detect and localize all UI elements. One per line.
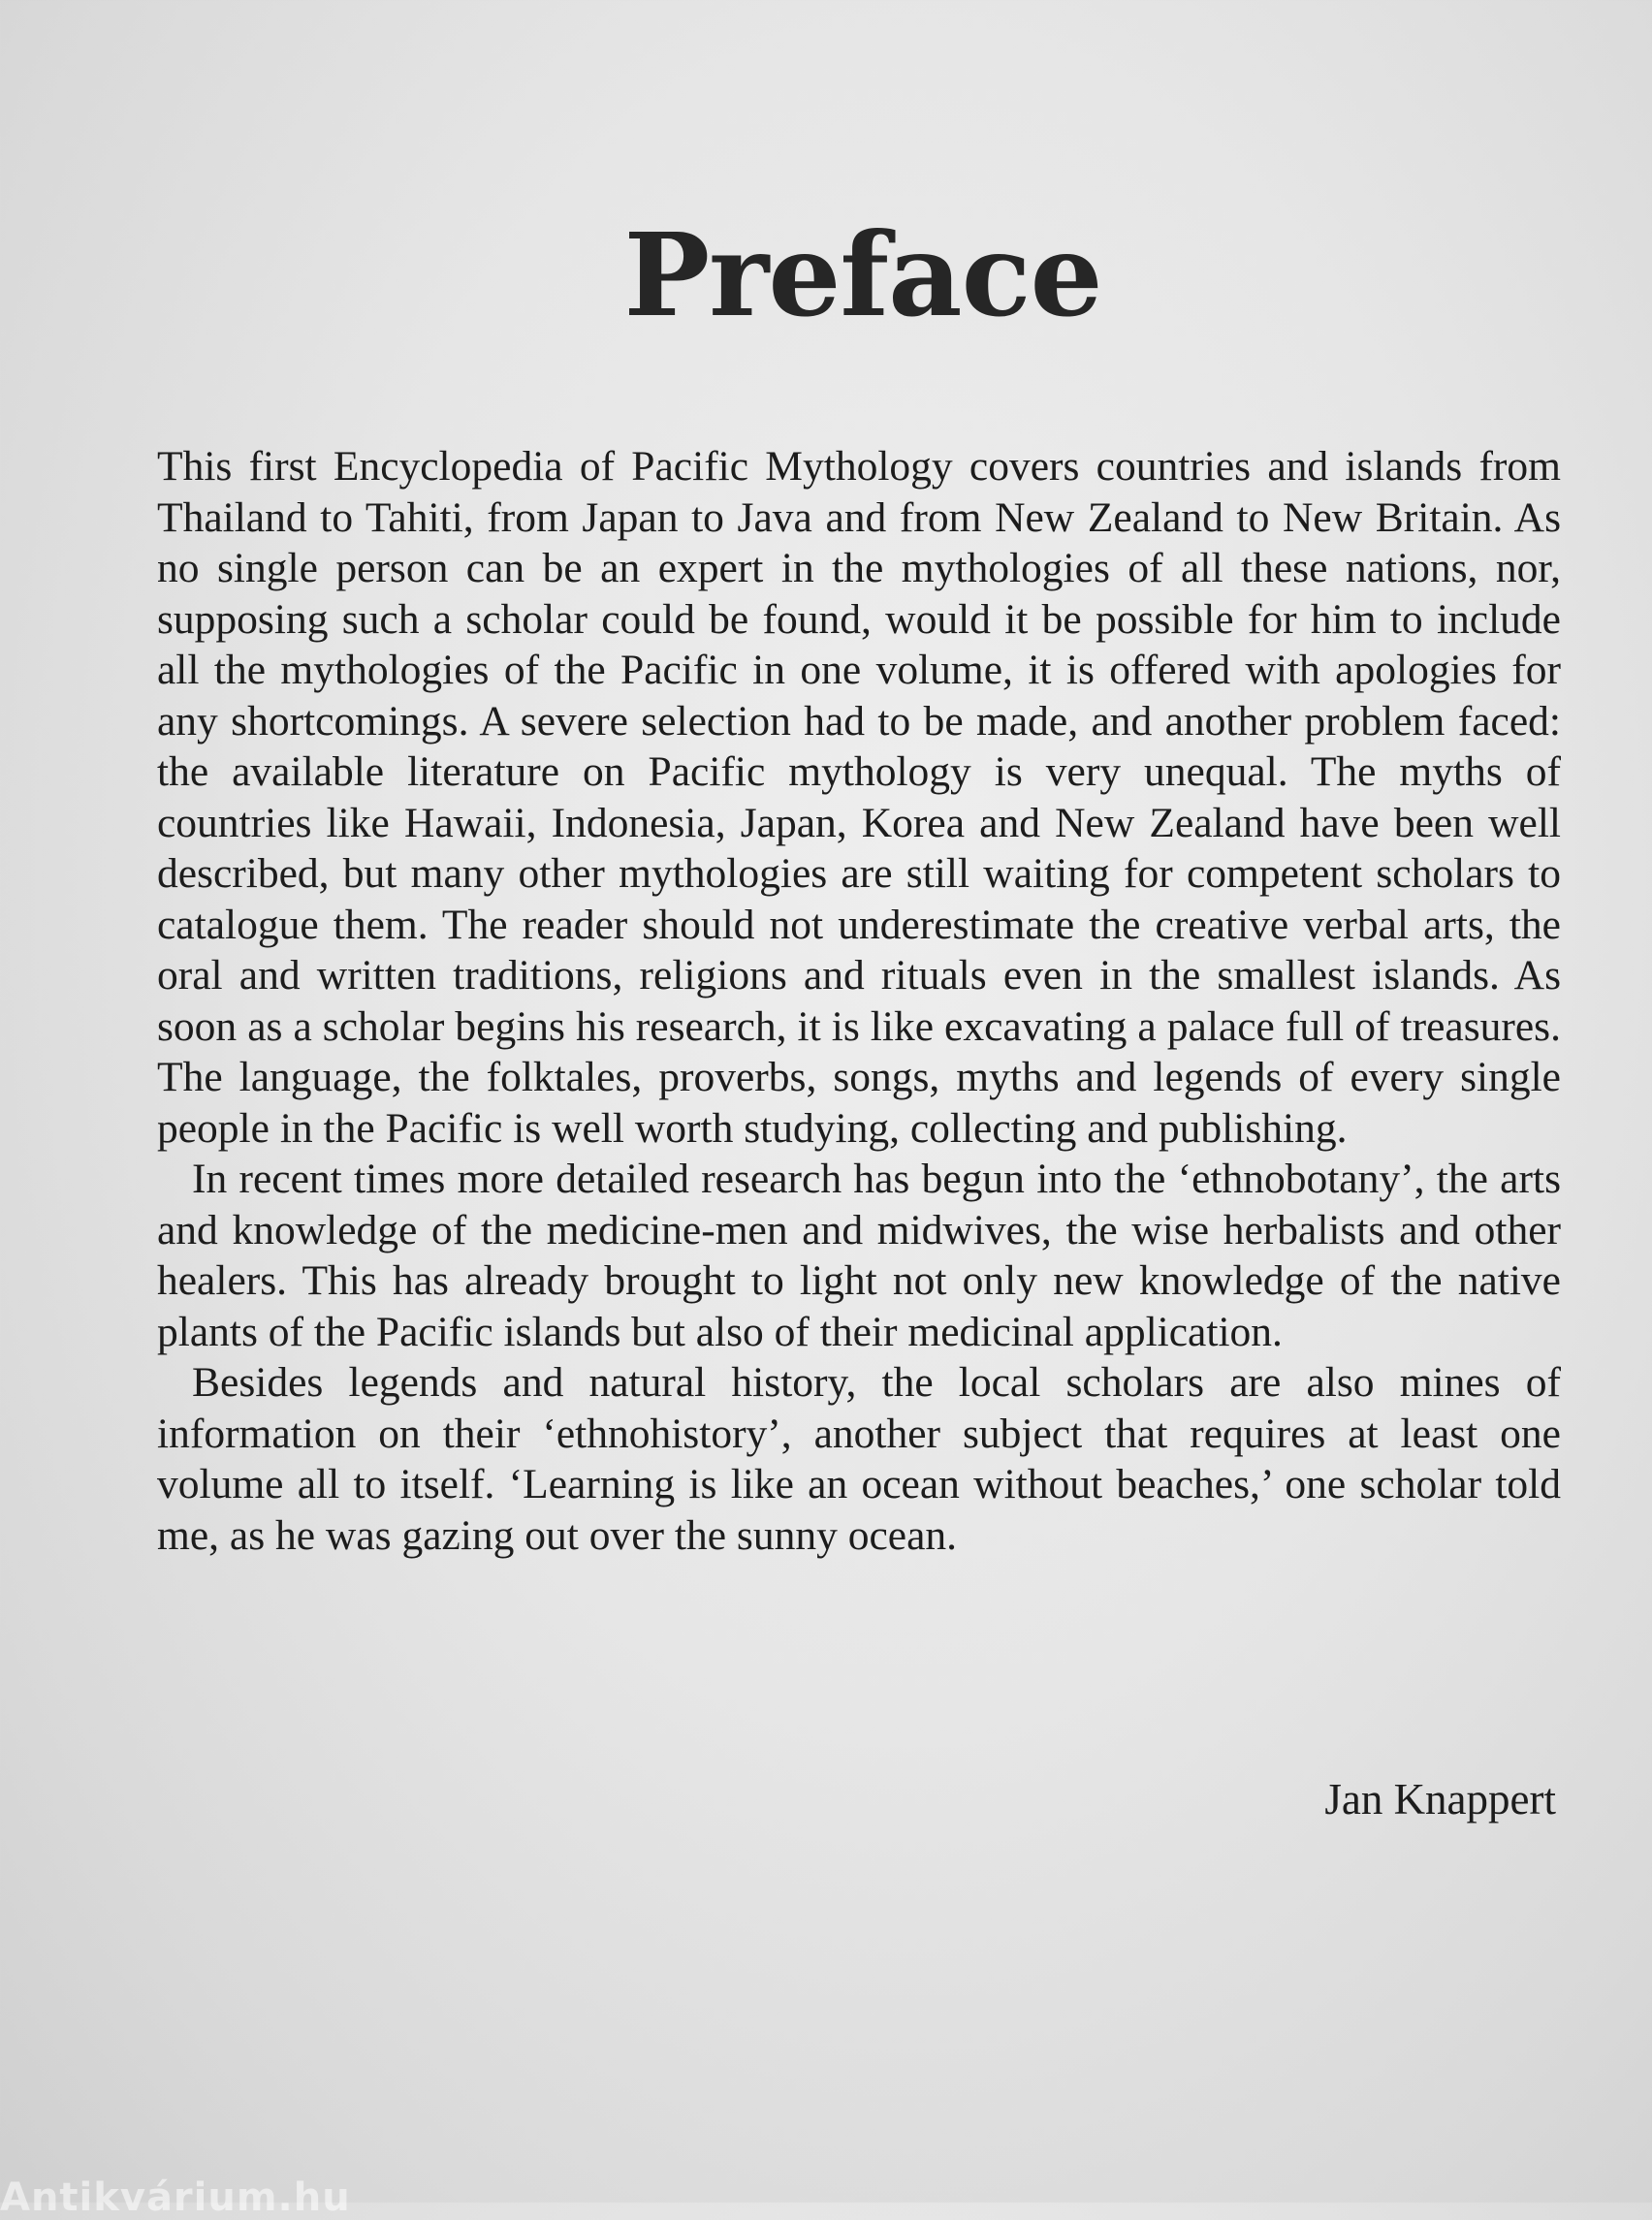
- preface-body: [157, 441, 1561, 1561]
- paragraph-2: In recent times more detailed research has begun into the ‘ethnobotany’, the arts and knowledge of the medicine-men and midwives, the wise herbalists and other healers. This has already brought to light not only new knowledge of the native plants of the Pacific islands but also of their medicinal application.: [157, 1156, 1561, 1355]
- author-signature: Jan Knappert: [1324, 1775, 1556, 1824]
- paragraph-3: Besides legends and natural history, the local scholars are also mines of information on their ‘ethnohistory’, another subject that requires at least one volume all to itself. ‘Learning is like an ocean without beaches,’ one scholar told me, as he was gazing out over the sunny ocean.: [157, 1359, 1561, 1559]
- paragraph-1: This first Encyclopedia of Pacific Mythology covers countries and islands from Thailand to Tahiti, from Japan to Java and from New Zealand to New Britain. As no single person can be an expert in the mythologies of all these nations, nor, supposing such a scholar could be found, would it be possible for him to include all the mythologies of the Pacific in one volume, it is offered with apologies for any shortcomings. A severe selection had to be made, and another problem faced: the available literature on Pacific mythology is very unequal. The myths of countries like Hawaii, Indonesia, Japan, Korea and New Zealand have been well described, but many other mythologies are still waiting for competent scholars to catalogue them. The reader should not underestimate the creative verbal arts, the oral and written traditions, religions and rituals even in the smallest islands. As soon as a scholar begins his research, it is like excavating a palace full of treasures. The language, the folktales, proverbs, songs, myths and legends of every single people in the Pacific is well worth studying, collecting and publishing.: [157, 443, 1561, 1152]
- page-title: Preface: [623, 207, 1102, 342]
- watermark: Antikvárium.hu: [0, 2175, 351, 2220]
